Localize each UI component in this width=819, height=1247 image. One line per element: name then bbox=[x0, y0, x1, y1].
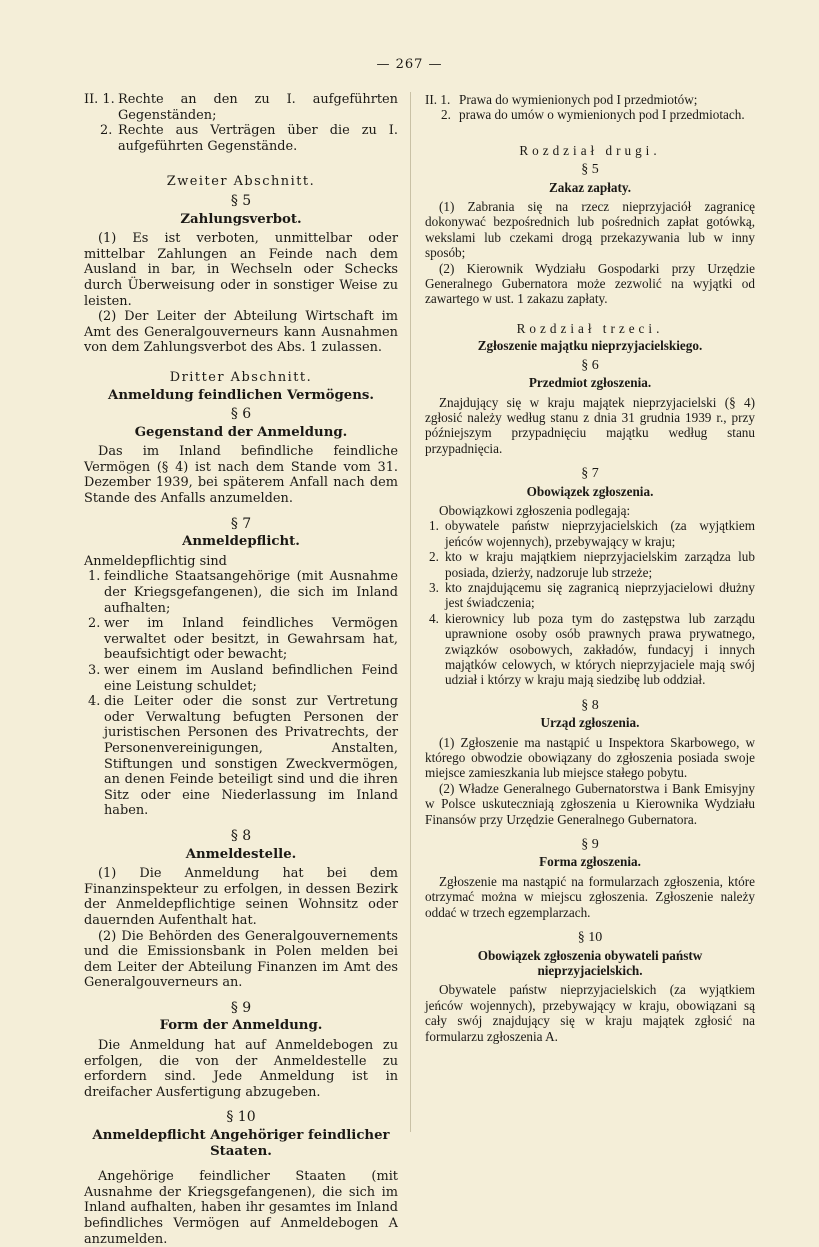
de-s9-num: § 9 bbox=[230, 999, 252, 1016]
de-intro-text-2: Rechte aus Verträgen über die zu I. aufgeführten Gegenstände. bbox=[118, 123, 398, 154]
german-column bbox=[84, 92, 398, 1247]
column-divider bbox=[410, 92, 411, 1132]
pl-s7-num: § 7 bbox=[581, 466, 599, 482]
de-s6-text: Das im Inland befindliche feindliche Vermögen (§ 4) ist nach dem Stande vom 31. Dezember 1939, bei späterem Anfall nach dem Stande des Anfalls anzumelden. bbox=[84, 444, 398, 507]
pl-s10-num: § 10 bbox=[577, 930, 603, 946]
pl-s6-num: § 6 bbox=[581, 357, 599, 373]
pl-s7-item-1: 1. obywatele państw nieprzyjacielskich (za wyjątkiem jeńców wojennych), przebywający w kraju; bbox=[429, 518, 755, 549]
pl-s5-para-2: (2) Kierownik Wydziału Gospodarki przy Urzędzie Generalnego Gubernatora może zezwolić na wyjątki od zawartego w ust. 1 zakazu zapłaty. bbox=[425, 260, 755, 307]
page-number: — 267 — bbox=[376, 57, 443, 72]
de-s5-num: § 5 bbox=[230, 192, 252, 209]
de-s5-para-1: (1) Es ist verboten, unmittelbar oder mittelbar Zahlungen an Feinde nach dem Ausland in bar, in Wechseln oder Schecks durch Überweisung oder in sonstiger Weise zu leisten. bbox=[84, 231, 398, 309]
pl-s7-intro: Obowiązkowi zgłoszenia podlegają: bbox=[439, 502, 631, 518]
pl-s8-para-2: (2) Władze Generalnego Gubernatorstwa i Bank Emisyjny w Polsce uskuteczniają zgłoszenia u Kierownika Wydziału Finansów przy Urzędzie Generalnego Gubernatora. bbox=[425, 780, 755, 827]
pl-chapter2-title: Rozdział drugi. bbox=[519, 142, 661, 158]
de-s7-num: § 7 bbox=[230, 515, 252, 532]
de-s8-para-2: (2) Die Behörden des Generalgouvernements und die Emissionsbank in Polen melden bei dem Leiter der Abteilung Finanzen im Amt des Generalgouverneurs an. bbox=[84, 928, 398, 991]
pl-s8-num: § 8 bbox=[581, 697, 599, 713]
de-chapter3-subtitle: Anmeldung feindlichen Vermögens. bbox=[108, 387, 374, 403]
de-intro-num-2: 2. bbox=[100, 123, 113, 139]
de-s6-title: Gegenstand der Anmeldung. bbox=[134, 424, 348, 440]
de-s5-para-2: (2) Der Leiter der Abteilung Wirtschaft im Amt des Generalgouverneurs kann Ausnahmen von dem Zahlungsverbot des Abs. 1 zulassen. bbox=[84, 309, 398, 356]
pl-s6-text: Znajdujący się w kraju majątek nieprzyjacielski (§ 4) zgłosić należy według stanu z dnia 31 grudnia 1939 r., przy późniejszym przypadnięciu majątku według stanu przypadnięcia. bbox=[425, 394, 755, 456]
pl-intro-prefix: II. bbox=[425, 92, 438, 107]
de-s7-item-1: 1. feindliche Staatsangehörige (mit Ausnahme der Kriegsgefangenen), die sich im Inland aufhalten; bbox=[88, 569, 398, 616]
de-s7-item-3: 3. wer einem im Ausland befindlichen Feind eine Leistung schuldet; bbox=[88, 663, 398, 694]
pl-s7-item-3: 3. kto znajdującemu się zagranicą nieprzyjacielowi dłużny jest świadczenia; bbox=[429, 579, 755, 611]
pl-chapter3-subtitle: Zgłoszenie majątku nieprzyjacielskiego. bbox=[477, 338, 703, 354]
de-s8-num: § 8 bbox=[230, 827, 252, 844]
de-s7-item-4: 4. die Leiter oder die sonst zur Vertretung oder Verwaltung befugten Personen der juristischen Personen des Privatrechts, der Personenvereinigungen, Anstalten, Stiftungen und sonstigen Zweckvermögen, an denen Feinde beteiligt sind und die ihren Sitz oder eine Niederlassung im Inland haben. bbox=[88, 694, 398, 819]
pl-intro-text-2: prawa do umów o wymienionych pod I przedmiotach. bbox=[459, 107, 745, 123]
pl-chapter3-title: Rozdział trzeci. bbox=[516, 320, 664, 336]
de-intro-prefix: II. bbox=[84, 92, 99, 107]
pl-s10-text: Obywatele państw nieprzyjacielskich (za wyjątkiem jeńców wojennych), przebywający w kraju, obowiązani są cały swój znajdujący się w kraju majątek zgłosić na formularzu zgłoszenia A. bbox=[425, 982, 755, 1044]
de-s6-num: § 6 bbox=[230, 406, 252, 423]
de-s7-title: Anmeldepflicht. bbox=[182, 534, 300, 550]
pl-s7-title: Obowiązek zgłoszenia. bbox=[526, 483, 654, 499]
pl-s5-title: Zakaz zapłaty. bbox=[548, 179, 632, 195]
de-s8-title: Anmeldestelle. bbox=[185, 846, 297, 862]
pl-s8-para-1: (1) Zgłoszenie ma nastąpić u Inspektora Skarbowego, w którego obwodzie obowiązany do zgłoszenia posiada swoje miejsce zamieszkania lub miejsce stałego pobytu. bbox=[425, 734, 755, 781]
de-intro-item-2 bbox=[84, 123, 398, 154]
pl-intro-text-1: Prawa do wymienionych pod I przedmiotów; bbox=[459, 92, 698, 107]
de-s10-title: Anmeldepflicht Angehöriger feindlicher Staaten. bbox=[92, 1128, 390, 1159]
pl-intro-num-1: 1. bbox=[440, 92, 451, 107]
pl-intro-num-2: 2. bbox=[441, 107, 451, 123]
de-s10-num: § 10 bbox=[226, 1109, 256, 1126]
pl-s9-text: Zgłoszenie ma nastąpić na formularzach zgłoszenia, które otrzymać można w miejscu zgłoszenia. Zgłoszenie należy oddać w trzech egzemplarzach. bbox=[425, 873, 755, 920]
pl-s9-num: § 9 bbox=[581, 837, 599, 853]
de-intro-num-1: 1. bbox=[102, 92, 115, 107]
de-s7-intro: Anmeldepflichtig sind bbox=[84, 553, 227, 569]
de-intro-item-1 bbox=[84, 92, 398, 123]
de-s9-title: Form der Anmeldung. bbox=[159, 1018, 323, 1034]
pl-s7-item-2: 2. kto w kraju majątkiem nieprzyjacielskim zarządza lub posiada, dzierży, nadzoruje lub strzeże; bbox=[429, 549, 755, 580]
pl-s9-title: Forma zgłoszenia. bbox=[539, 854, 641, 870]
pl-s5-num: § 5 bbox=[581, 162, 599, 178]
de-intro-text-1: Rechte an den zu I. aufgeführten Gegenständen; bbox=[118, 92, 398, 123]
pl-s7-item-4: 4. kierownicy lub poza tym do zastępstwa lub zarządu uprawnione osoby osób prawnych prawa prywatnego, związków osobowych, zakładów, fundacyj i innych majątków celowych, w których nieprzyjaciele mają swój udział i którzy w kraju mają siedzibę lub oddział. bbox=[429, 610, 755, 688]
pl-s10-title: Obowiązek zgłoszenia obywateli państw nieprzyjacielskich. bbox=[477, 947, 703, 978]
de-s10-text: Angehörige feindlicher Staaten (mit Ausnahme der Kriegsgefangenen), die sich im Inland aufhalten, haben ihr gesamtes im Inland befindliches Vermögen auf Anmeldebogen A anzumelden. bbox=[84, 1169, 398, 1247]
de-s5-title: Zahlungsverbot. bbox=[180, 211, 302, 227]
pl-s5-para-1: (1) Zabrania się na rzecz nieprzyjaciół zagranicę dokonywać bezpośrednich lub pośrednich zapłat gotówką, wekslami lub czekami drogą przekazywania lub w inny sposób; bbox=[425, 199, 755, 261]
pl-s6-title: Przedmiot zgłoszenia. bbox=[528, 375, 652, 391]
de-chapter3-title: Dritter Abschnitt. bbox=[169, 369, 313, 385]
pl-s8-title: Urząd zgłoszenia. bbox=[540, 715, 640, 731]
de-chapter2-title: Zweiter Abschnitt. bbox=[166, 174, 316, 190]
polish-column bbox=[425, 92, 755, 1044]
de-s7-item-2: 2. wer im Inland feindliches Vermögen verwaltet oder besitzt, in Gewahrsam hat, beaufsichtigt oder bewacht; bbox=[88, 616, 398, 663]
pl-intro-item-2 bbox=[425, 107, 755, 122]
de-s8-para-1: (1) Die Anmeldung hat bei dem Finanzinspekteur zu erfolgen, in dessen Bezirk der Anmeldepflichtige seinen Wohnsitz oder dauernden Aufenthalt hat. bbox=[84, 866, 398, 928]
de-s9-text: Die Anmeldung hat auf Anmeldebogen zu erfolgen, die von der Anmeldestelle zu erfordern sind. Jede Anmeldung ist in dreifacher Ausfertigung abzugeben. bbox=[84, 1038, 398, 1100]
pl-intro-item-1 bbox=[425, 92, 755, 107]
